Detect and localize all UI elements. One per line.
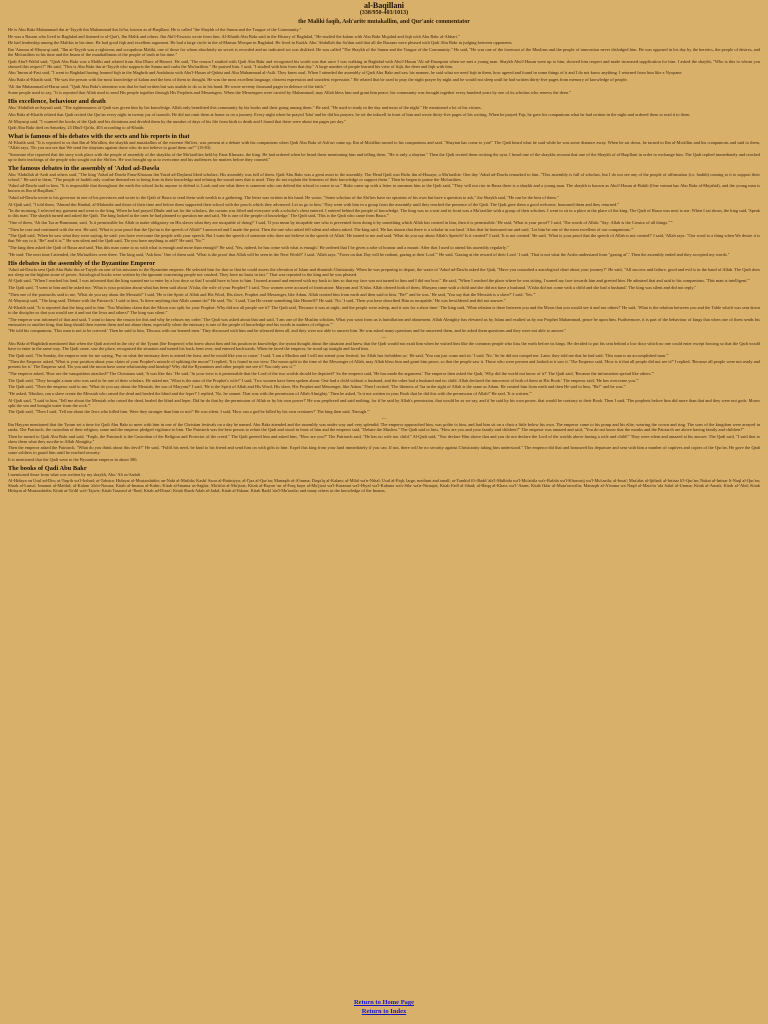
page-dates: (338/950-403/1013) <box>359 10 409 16</box>
section-paragraph: "He told his companions, 'This man is not to be coerced.' Then he said to him, 'Discuss with our learned men.' They discussed with him and he silenced them all, and they were not able to answer him. He was asked many questions and he answered them, and he asked them questions and they were not able to answer." <box>8 328 567 334</box>
footer-links <box>4 998 764 1016</box>
section-heading: The famous debates in the assembly of 'Adud ad-Dawla <box>8 164 160 172</box>
return-home-link[interactable]: Return to Home Page <box>353 999 415 1006</box>
section-paragraph: Abu Bakr al-Khatib related that Qadi recited the Qur'an every night in twenty juz of tarawih. He did not omit them at home or on a journey. Every night when he prayed 'Isha' and he did his prayers, he set the inkwell in front of him and wrote thirty-five pages of his writing. When he prayed Fajr, he gave his companions what he had written in the night and ordered them to read it to them. <box>8 112 691 118</box>
section-paragraph: Al-Mayurqi said, "The king said, 'Debate with the Patriarch.' I said to him, 'Is there anything that Allah cannot do?' He said, 'No.' I said, 'Can He create something like Himself?' He said, 'No.' I said, 'Then you have described Him as incapable.' He was bewildered and did not answer." <box>8 298 506 304</box>
section-paragraph: Ibn Hayyan mentioned that the Tyrant set a time for Qadi Abu Bakr to meet with him in one of the Christian festivals on a day he named. Abu Bakr attended and the assembly was under way and very splendid. The emperor approached him, was polite to him, and had him sit on a chair a little below his own. The emperor came to his pomp and his elite, wearing the crown and ring. The sons of the kingdom were arrayed in ranks. The Patriarch, the custodian of their religion, came and the emperor pledged vigilance to him. The Patriarch was the best person to refute the Qadi and stood in front of him and the emperor said, "Debate the Muslim." The Qadi said to him, "How are you and your family and children?" The emperor was amazed and said, "You do not know that the monks and the Patriarch are above having family and children?" <box>8 422 760 432</box>
section-paragraph: "He said: The next time I attended, the Mu'tazilites were there. The king said, 'Ask him.' One of them said, 'What is the proof that Allah will be seen in the Next World?' I said, 'Allah says, "Faces on that Day will be radiant, gazing at their Lord."' He said, 'Gazing at the reward of their Lord.' I said, 'That is not what the Arabs understand from "gazing at".' Then the assembly ended and they accepted my words." <box>8 251 730 257</box>
body-sections <box>8 98 760 477</box>
section-heading: The books of Qadi Abu Bakr <box>8 464 87 472</box>
intro-paragraph: Abu 'Imran al-Fasi said, "I went to Baghdad having learned fiqh in the Maghrib and Andalusia with Abu'l-Hasan al-Qabisi and Abu Muhammad al-Asili. They knew usul. When I attended the assembly of Qadi Abu Bakr and saw his manner, he said what we need fiqh in them, how agreed and found in some things of it and I do not know anything. I returned from him like a Nyopane. <box>8 70 683 76</box>
section-paragraph: 'Adud ad-Dawla said to him, "It is impossible that throughout the earth the school lacks anyone to defend it. Look and see what there is someone who can defend the school to come to us." Bishr came up with a letter to summon him to the Qadi said, "They will not rise in Basra there is a shaykh and a young man. The shaykh is known as Abu'l-Hasan al-Bahili (One variant has Abu Bakr al-Mujahid), and the young man is known as Ibn al-Baqillani." <box>8 183 760 194</box>
intro-paragraph: Qadi Abu'l-Walid said, "Qadi Abu Bakr was a Maliki and related from Abu Dharr al-Harawi. He said, 'The reason I studied with Qadi Abu Bakr and recognised his worth was that once I was walking in Baghdad with Abu'l-Hasan 'Ali ad-Daraqutni when we met a young man. Shaykh Abu'l-Hasan went up to him, showed him respect and made increased supplication for him. I asked the shaykh, "Who is this to whom you showed this respect?" He said, "This is Abu Bakr ibn at-Tayyib who supports the Sunna and curbs the Mu'tazilites." He praised him. I said, "I studied with him from that day." A large number of people learned his view of fiqh, the deen and fiqh with him. <box>8 58 760 69</box>
section-paragraph: Al-Khatib said, "It is reported to us that Ibn al-Mu'allim, the shaykh and mutakallim of the extreme Shi'ites, was present at a debate with his companions when Qadi Abu Bakr al-Ash'ari came up. Ibn al-Mu'allim turned to his companions and said, "Shaytan has come to you!" The Qadi heard what he said while he was some distance away. When he sat down, he turned to Ibn al-Mu'allim and his companions and said to them, "Allah says, 'Do you not see that We send the shaytans against those who do not believe to goad them on?'" (19:83) <box>8 140 760 151</box>
section-paragraph: Qadi Abu Bakr died on Saturday, 23 Dhu'l-Qa'da, 403 according to al-Khatib. <box>8 125 145 131</box>
section-paragraph: Then he turned to Qadi Abu Bakr and said, "Faqih, the Patriarch is the Custodian of the Religion and Protector of the creed." The Qadi greeted him and asked him, "How are you?" The Patriarch said, "He has no wife nor child." Al-Qadi said, "You declare Him above that and you do not declare the Lord of the worlds above having a wife and child!" They were silent and amazed at his answer. The Qadi said, "I said that to show them what they ascribe to Allah Almighty." <box>8 433 760 444</box>
intro-paragraph: Ibn 'Ammar al-Mayurqi said, "Ibn at-Tayyib was a righteous and scrupulous Maliki, one of those for whom absolutely no secret is recorded and no indicated act was disliked. He was called "The Shaykh of the Sunna and the Tongue of the Community." He said, "He was one of the foremost of the Muslims and the people of innovation never dislodged him. He was opposed in his day by the heretics, the people of desires, and the Mu'tazilites in his time and the Imam of the mutakallimun of the people of truth in his time." <box>8 47 760 58</box>
intro-paragraph: He is Abu Bakr Muhammad ibn at-Tayyib ibn Muhammad ibn Ja'far, known as al-Baqillani. He is called "the Shaykh of the Sunna and the Tongue of the Community." <box>8 27 302 32</box>
section-heading: His debates in the assembly of the Byzantine Emperor <box>8 259 156 267</box>
section-paragraph: The Qadi said, "Then I said, 'Tell me about the Jews who killed him. Were they stronger than him or not?' He was silent. I said, 'How can a god be killed by his own creatures?' The king then said, 'Enough.'" <box>8 409 370 415</box>
section-paragraph: "The emperor was informed of that and said, 'I want to know the reason for this and why he refuses my order.' The Qadi was asked about that and said, 'I am one of the Muslim scholars. What you want from us is humiliation and abasement. Allah Almighty has elevated us by Islam and exalted us by our Prophet Muhammad, peace be upon him. Furthermore, it is part of the behaviour of kings that when one of them sends his emissaries to another king, that king should then esteem them and not abase them, especially when the emissary is one of the people of knowledge and his words in matters of religion.'" <box>8 316 760 327</box>
section-divider: — <box>381 335 387 341</box>
section-paragraph: Then the emperor asked the Patriarch, "What do you think about this devil?" He said, "Fulfil his need, be kind to his friend and send him on with gifts to him. Expel this king from your land immediately if you can. If not, there will be no security against Christianity taking him understood." The emperor did that and honoured his departure and sent with him a number of captives and copies of the Qur'an. He gave the Qadi some soldiers to guard him until he reached security. <box>8 445 760 456</box>
intro-paragraph: He had leadership among the Malikis in his time. He had good fiqh and excellent argument. He had a large circle in the al-Mansur Mosque in Baghdad. He lived in Karkh. Abu 'Abdullah ibn Sa'dun said that all the Basrans were pleased with Qadi Abu Bakr in judging between opponents. <box>8 40 513 46</box>
section-paragraph: Abu Bakr al-Baghdadi mentioned that when the Qadi arrived in the city of the Tyrant [the Emperor] who knew about him and his position in knowledge, the tyrant thought about the situation and knew that the Qadi would not exalt him when he visited him like the common people who kiss the earth before its kings. He decided to put his seat behind a low door which no one could enter except bowing so that the Qadi would have to enter in the same way. The Qadi came, saw the place, recognised the situation and turned his back, bent over, and entered backwards. When he faced the emperor, he stood up straight and faced him. <box>8 340 760 351</box>
page-title: al-Baqillani <box>363 1 404 10</box>
section-heading: What is famous of his debates with the sects and his reports in that <box>8 133 190 141</box>
section-paragraph: The Qadi said, "I went to him and he asked me, 'What is your position about what has been said about 'A'isha, the wife of your Prophet?' I said, 'Two women were accused of fornication: Maryam and 'A'isha. Allah cleared both of them. Maryam came with a child and she did not have a husband. 'A'isha did not come with a child and she had a husband.' The king was silent and did not reply." <box>8 284 697 290</box>
section-paragraph: The Qadi said, "On Sunday, the emperor sent for me saying, 'Put on what the emissary does to attend the feast, and he would like you to come.' I said, 'I am a Muslim and I will not attend your festival, for Allah has forbidden us.' He said, 'You can just come and sit.' I said, 'No.' So he did not compel me. Later, they told me that he had said, 'This man is an accomplished man.'" <box>8 352 669 358</box>
section-paragraph: The Qadi said, "Then the emperor said to me, 'What do you say about the Messiah, the son of Maryam?' I said, 'He is the Spirit of Allah and His Word, His slave, His Prophet and Messenger, like Adam.' Then I recited: 'The likeness of 'Isa in the sight of Allah is the same as Adam. He created him from earth and then He said to him, "Be!" and he was.'" <box>8 384 627 390</box>
section-divider: — <box>381 417 387 423</box>
intro-section <box>8 28 760 96</box>
intro-paragraph: Abu Bakr al-Khatib said, "He was the person with the most knowledge of kalam and the best of them in thought. He was the most excellent language, clearest expression and soundest expression." He related that he used to pray the night prayer by night and he would not sleep until he had written thirty-five pages from memory of knowledge of people. <box>8 77 628 83</box>
section-paragraph: "The emperor asked, 'How are the vanquishers attacked?' The Christians said, 'It was like this.' He said, 'In your view is it permissible that the Lord of the two worlds should be depicted?' So the emperor said, 'He has made the argument.' The emperor then asked the Qadi, 'Why did the world not know of it?' The Qadi said, 'Because the information spread like others.'" <box>8 370 655 376</box>
section-paragraph: Al-Mayurqi said, "I counted the books of the Qadi and his dictations and divided them by the number of days of his life from birth to death and I found that there were about ten pages per day." <box>8 118 346 124</box>
intro-paragraph: 'Ali ibn Muhammad al-Haraz said, "Qadi Abu Bakr's intention was that he had written but was unable to do so in his hand. He wrote seventy thousand pages in defence of the faith." <box>8 83 326 89</box>
section-paragraph: "He asked, 'Muslim, can a slave create the Messiah who raised the dead and healed the blind and the leper?' I replied, 'No, he cannot. That was with the permission of Allah Almighty.' Then he asked, 'Is it not written in your Book that he did this with the permission of Allah?' He said, 'It is written.'" <box>8 391 532 397</box>
page-subtitle: the Maliki faqih, Ash'arite mutakallim, and Qur'anic commentator <box>298 19 470 25</box>
return-index-link[interactable]: Return to Index <box>361 1008 407 1015</box>
section-paragraph: Al-Qadi said, "When I reached his land, I was informed that the king wanted me to enter by a low door so that I would have to bow to him. I turned around and entered with my back to him so that my face was not turned to him and I did not bow." He said, "When I reached the place where he was sitting, I turned my face towards him and greeted him. He admired that and said to his companions, 'This man is intelligent.'" <box>8 278 750 284</box>
section-paragraph: "One of them, 'Ali ibn 'Isa ar-Rummani, said, 'Is it permissible for Allah to make obligatory on His slaves what they are incapable of doing?' I said, 'If you mean by incapable one who is prevented from doing it by something which Allah has created in him, then it is permissible.' He said, 'What is your proof?' I said, 'The words of Allah: "Say: Allah is the Creator of all things."'" <box>8 220 673 226</box>
section-paragraph: "Then one of the patriarchs said to me, 'What do you say about the Messiah?' I said, 'He is the Spirit of Allah and His Word, His slave, Prophet and Messenger, like Adam. Allah created him from earth and then said to him, "Be!" and he was.' He said, 'You say that the Messiah is a slave?' I said, 'Yes.'" <box>8 291 536 297</box>
books-list: Al-Hidaya on Usul ad-Din; at-Taqrib wa'l-Irshad; at-Tabsira; Hidayat al-Mustarshidin; an-Nakt al-Mufida; Kashf Asrar al-Batiniyya; al-I'jaz al-Qur'an; Manaqib al-A'imma; Daqa'iq al-Kalam; al-Milal wa'n-Nihal; Usul al-Fiqh, large, medium and small; at-Tamhid fi'r-Radd 'ala'l-Mulhida wa'l-Mu'attila wa'r-Rafida wa'l-Khawarij wa'l-Mu'tazila; al-Insaf; Mas'alat al-Ijtihad; al-Intisar li'l-Qur'an; Nukat al-Intisar li-Naql al-Qur'an; Sharh al-Luma'; Imamat al-Mafdul; al-Kalam 'ala'n-Nasara; Kitab al-Imama al-Kabir; Kitab al-Imama as-Saghir; Ma'rifat al-Mu'jizat; Kitab al-Bayan 'an al-Farq bayn al-Mu'jizat wa'l-Karamat wa'l-Hiyal wa'l-Kahana wa's-Sihr wa'n-Nirnajat; Kitab Fadl al-Jihad; al-Haqq al-Khass wa'l-'Amm; Kitab Ikfar al-Muta'awwilin; Manaqib al-A'imma wa Naqd al-Mata'in 'ala Salaf al-Umma; Kitab al-Amali; Kitab al-'Ahd; Kitab Hidayat al-Mustarshidin; Kitab at-Ta'dil wa't-Tajwir; Kitab Tasarruf al-'Ibad; Kitab ad-Dima'; Kitab Sharh Adab al-Jadal; Kitab al-Ihkam; Kitab Radd 'ala'l-Mu'tazila; and many others in the knowledge of the Imams. <box>8 478 760 494</box>
section-paragraph: Abu 'Abdullah as-Sayrafi said, "The righteousness of Qadi was given him by his knowledge. Allah only benefitted this community by his books and their going among them." He said, "He used to study in the day and most of the night." He mentioned a lot of his virtues. <box>8 105 482 111</box>
section-paragraph: "The Qadi said, 'When he saw what they were saying, he said: you have overcome the people with your speech. But I want the speech of someone who does not believe in the speech of Allah.' He turned to me and said, 'What do you say about Allah's Speech? Is it created?' I said, 'It is not created.' He said, 'What is your proof that the speech of Allah is not created?' I said, 'Allah says: "Our word to a thing when We desire it is that We say to it, 'Be!' and it is."' He was silent and the Qadi said, 'Do you have anything to add?' He said, 'No.'" <box>8 233 760 244</box>
intro-paragraph: He was a Basran who lived in Baghdad and listened to al-Qati'i, Ibn Malik and others. Ibn Abi'l-Fawaris wrote from him. Al-Khatib Abu Bakr said in the History of Baghdad, "He studied the kalam with Abu Bakr Mujahid and fiqh with Abu Bakr al-Abhari." <box>8 33 460 39</box>
section-paragraph: "Then he rose and continued with the rest. He said, 'What is your proof that the Qur'an is the speech of Allah?' I answered and I made the point. Then the one who asked fell silent and others asked. The king said, 'He has shown that there is a scholar in our land.' After that he honoured me and said, 'Let him be one of the most excellent of our companions.'" <box>8 226 634 232</box>
section-paragraph: "Then the Emperor asked, 'What is your position about your claim of your Prophet's miracle of splitting the moon?' I replied, 'It is found in our view. The moon split in the time of the Messenger of Allah, may Allah bless him and grant him peace, so that the people saw it. Those who were present and looked at it saw it.' The Emperor said, 'How is it that all people did not see it?' I replied, 'Because all people were not ready and present for it.' The Emperor said, 'Do you and the moon have some relationship and kinship? Why did the Byzantines and other people not see it? You only saw it.'" <box>8 359 760 370</box>
section-paragraph: "In the morning, I selected my garment and went to the king. When he had prayed Dhuhr and sat for the scholars, the curtain was lifted and everyone with a scholar's chest entered. I entered behind the people of knowledge. The king was in a seat and in front was a Mu'tazilite with a group of their scholars. I went to sit in a place at the place of the king. The Qadi of Basra was next to me. When I sat down, the king said, 'Speak to this man.' The shaykh turned and asked the Qadi. The king looked at the ones he had planned to question me and said, 'He is one of the people of knowledge.' The Qadi said, 'This is the Qadi who came from Basra.'" <box>8 208 760 219</box>
section-paragraph: The Qadi said, "They brought a man who was said to be one of their scholars. He asked me, 'What is the state of the Prophet's wife?' I said, 'Two women have been spoken about. One had a child without a husband, and the other had a husband and no child. Allah declared the innocence of both of them in His Book.' The emperor said, 'He has overcome you.'" <box>8 377 639 383</box>
intro-paragraph: Some people used to say, "It is reported that Allah used to send His people together through His Prophets and Messengers. When the Messengers were carried by Muhammad, may Allah bless him and grant him peace, his community was brought together every hundred years by one of its scholars who renews the deen." <box>8 90 571 96</box>
section-paragraph: Abu 'Abdullah al-Azdi and others said, "The king 'Adud ad-Dawla Fana-Khusrau ibn Yazid ad-Daylami liked scholars. His assembly was full of them. Qadi Abu Bakr was a great asset to the assembly. The Head Qadi was Bishr ibn al-Husayn, a Mu'tazilite. One day 'Adud ad-Dawla remarked to him, "This assembly is full of scholars, but I do not see any of the people of affirmation (i.e. hadith) coming to it to support their school." He said to them, "The people of hadith only confine themselves to being firm in their knowledge and refuting the sound ones that is used. They do not explain the firmness of their knowledge or support them." Then he began to praise the Mu'tazilites. <box>8 171 760 182</box>
section-paragraph: I mentioned those from what was written by my shaykh, Abu 'Ali as-Sadafi. <box>8 471 142 477</box>
section-heading: His excellence, behaviour and death <box>8 98 106 106</box>
section-paragraph: Al-Qadi said, "I said to him, 'Tell me about the Messiah who raised the dead, healed the blind and leper. Did he do that by the permission of Allah or by his own power?' He was perplexed and said nothing, for if he said by Allah's permission, that would be as we say, and if he said by his own power, that would be contrary to their Book. Then I said, 'The prophets before him did more than that and they were not gods. Moses split the sea and brought water from the rock.'" <box>8 397 760 408</box>
section-paragraph: It is mentioned that the Qadi went to the Byzantine emperor in about 380. <box>8 456 138 462</box>
section-paragraph: "The king then asked the Qadi of Basra and said, 'Has this man come to us with what is enough and more than enough?' He said, 'Yes, indeed, he has come with what is enough.' He ordered that I be given a robe of honour and a mount. After that I used to attend his assembly regularly." <box>8 245 509 251</box>
section-paragraph: 'Adud ad-Dawla sent Qadi Abu Bakr ibn at-Tayyib on one of his missions to the Byzantine emperor. He selected him for that so that he could assess the elevation of Islam and diminish Christianity. When he was preparing to depart, the wazir of 'Adud ad-Dawla asked the Qadi, "Have you consulted a astrological chart about your journey?" He said, "All success and failure, good and evil is in the hand of Allah. The Qadi does not sleep on the highest stone of power. Astrological books were written by the ignorant concerning people not crushed. They have no basis in fact." That was repeated to the king and he was pleased. <box>8 266 760 277</box>
document-page <box>4 0 764 1024</box>
section-paragraph: "Someone else reported that the story took place with the people of assembly of the shaykhs of the Mu'tazilites held by Fana Khusrau. the king. He had ordered when he heard these mentioning him and telling them, "He is only a shaytan." Then the Qadi recited them reciting the ayat. I heard one of the shaykhs recount that one of the Shaykh of al-Baqillani in order to exchange him. The Qadi replied immediately and reached up to their teachings of the people who sought out the Shi'ites. He was brought up as to overcome and his audiences for matters before they coursed." <box>8 151 760 162</box>
section-paragraph: 'Adud ad-Dawla wrote to his governor in one of his provinces and wrote to the Qadi of Basra to send them with wealth to a gathering. The letter was written in his hand. He wrote, "Some scholars of the Shi'ites have no opinions of his own but have a question to ask," the Shaykh said, "He can be the best of them." <box>8 195 559 200</box>
section-paragraph: Al-Khatib said, "It is reported that the king said to him: 'You Muslims claim that the Moon was split for your Prophet. Why did not all people see it?' The Qadi said, 'Because it was at night, and the people were asleep, and it was for a short time.' The king said, 'What relation is there between you and the Moon that you would see it and not others?' He said, 'What is the relation between you and the Table which was sent down to the disciples so that you would see it and not the Jews and others?' The king was silent." <box>8 305 760 315</box>
section-paragraph: Al-Qadi said, "I told them, 'Ahmad ibn Hanbal, al-Muhasibi and those of their time and before them supported their school with the proofs which they advanced. Let us go to him.' They went with him in a group from the assembly until they reached the presence of the Qadi. The Qadi gave them a good welcome, honoured them and they returned." <box>8 201 619 207</box>
